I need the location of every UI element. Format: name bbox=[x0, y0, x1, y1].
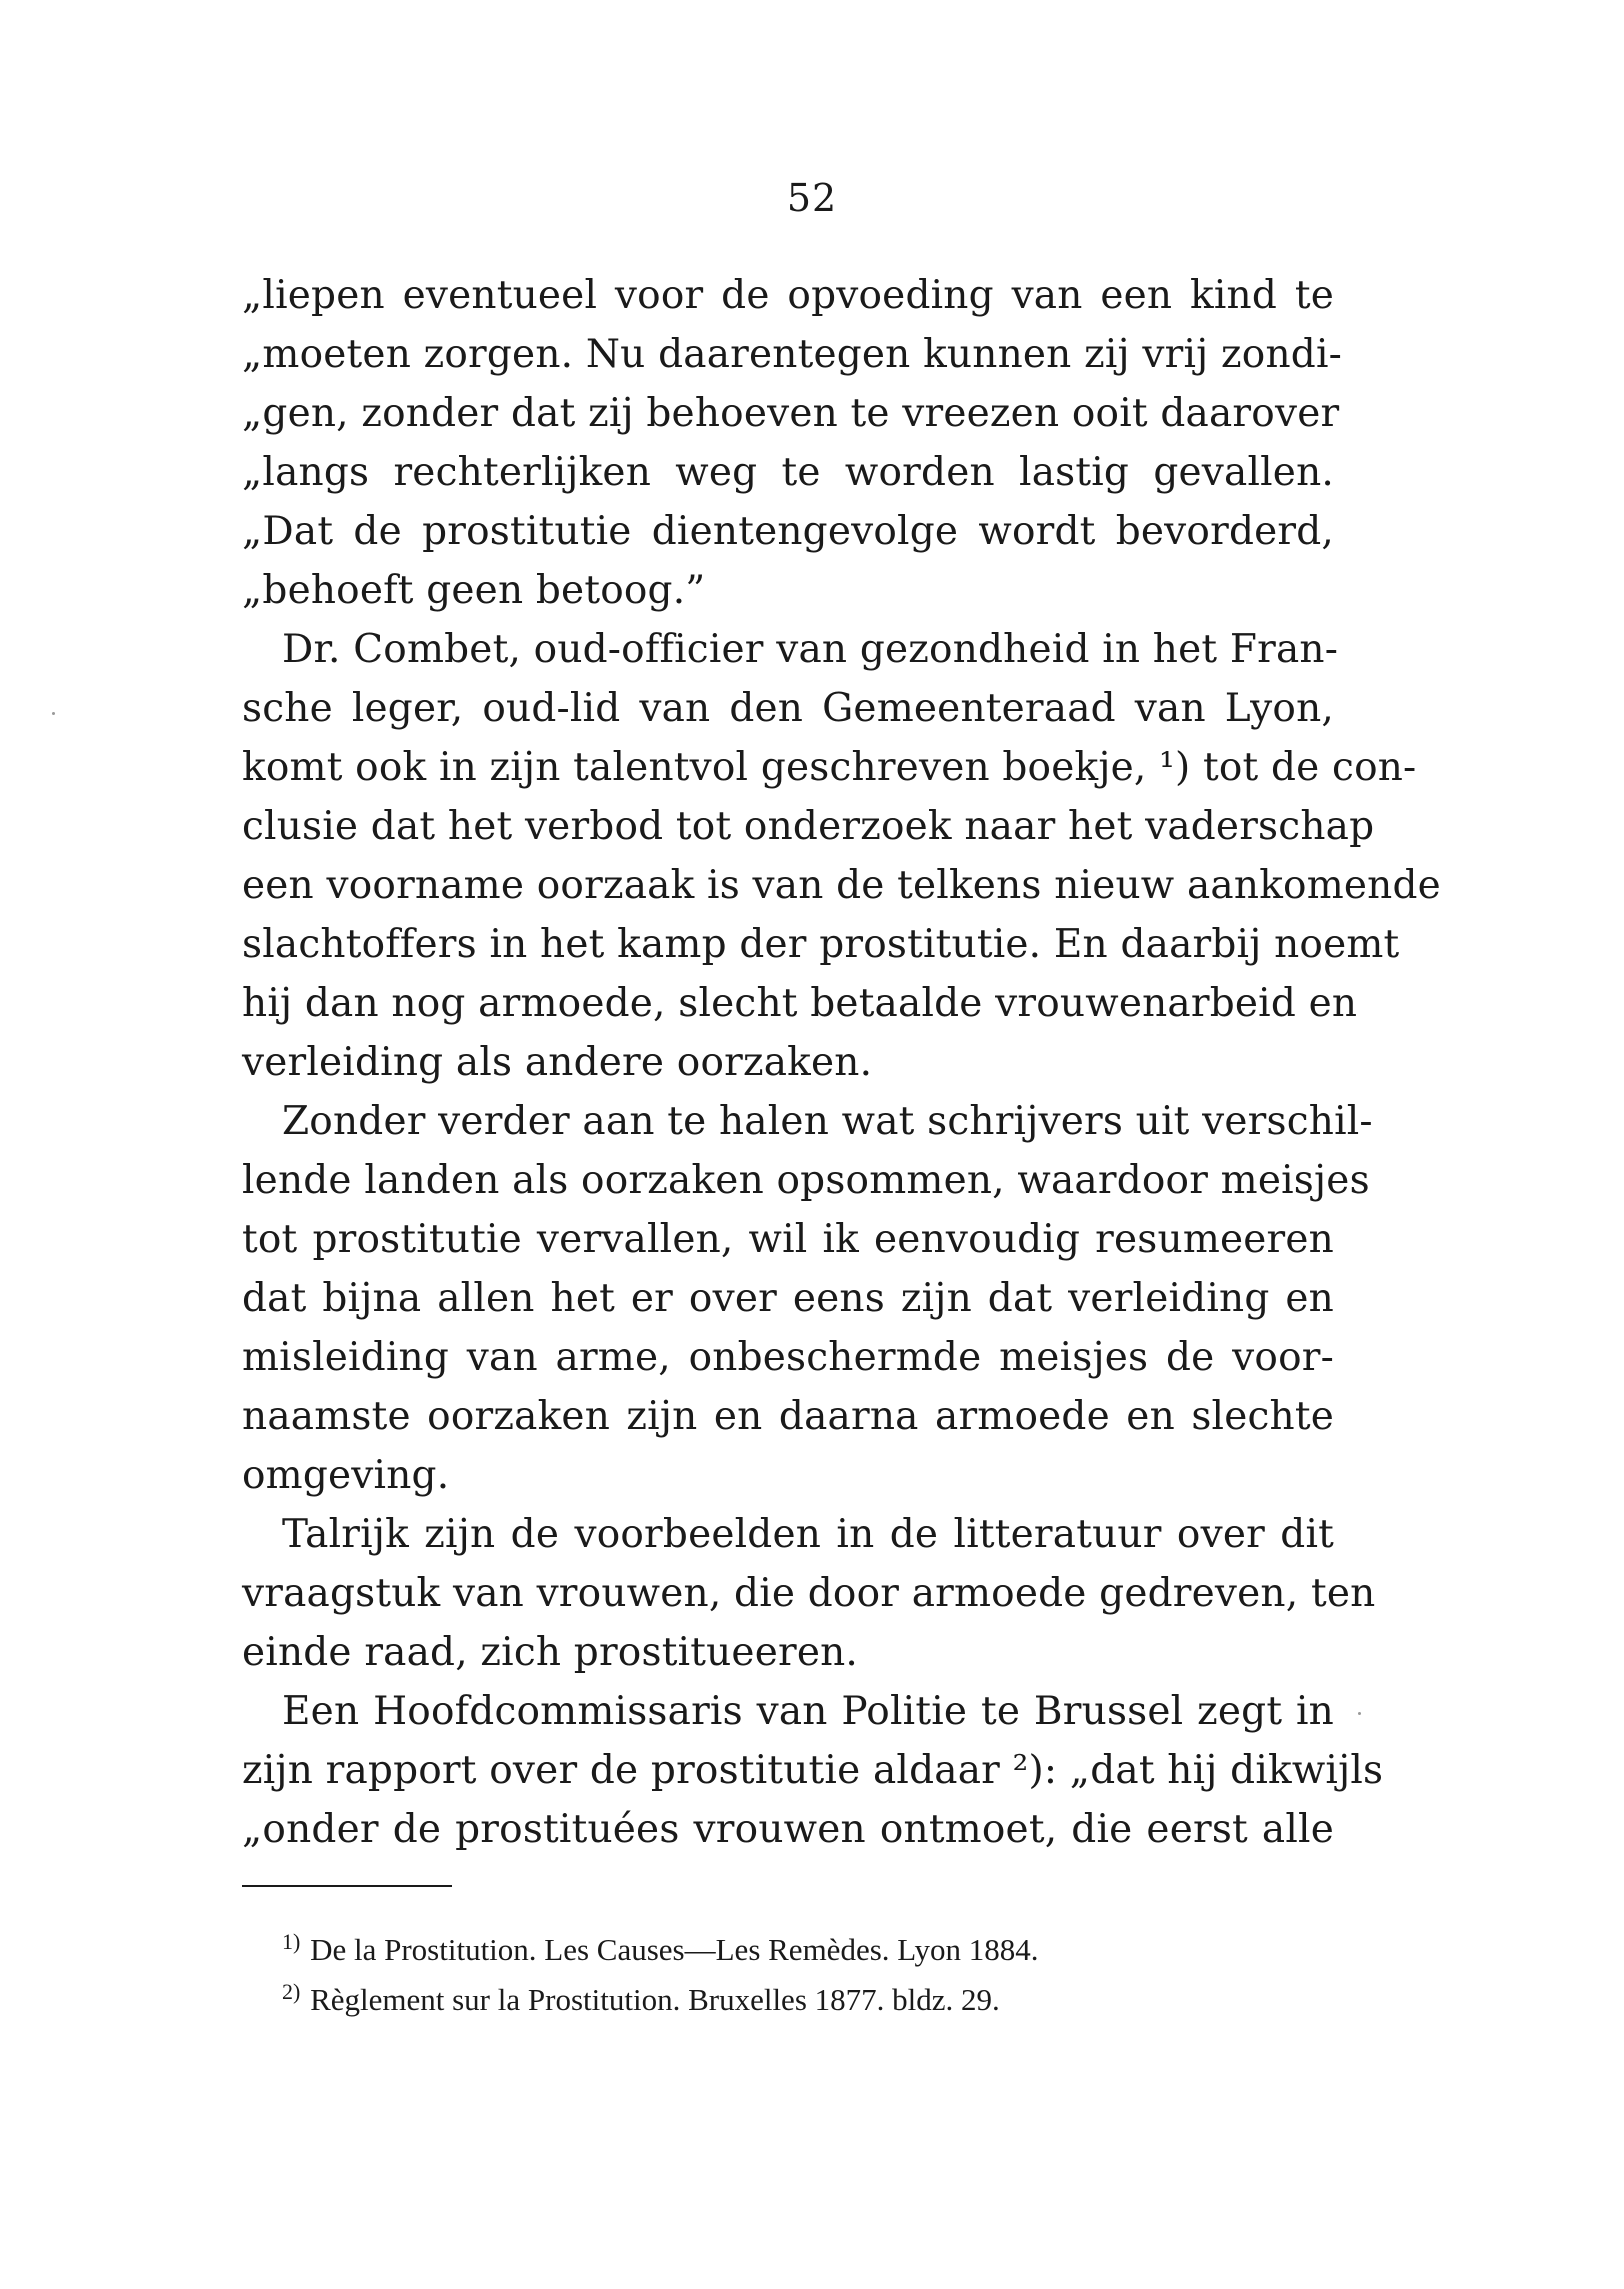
text-line: „moeten zorgen. Nu daarentegen kunnen zij vrij zondi- bbox=[242, 332, 1342, 377]
text-line: „onder de prostituées vrouwen ontmoet, die eerst alle bbox=[242, 1807, 1334, 1852]
text-line: einde raad, zich prostitueeren. bbox=[242, 1630, 859, 1675]
text-line: vraagstuk van vrouwen, die door armoede gedreven, ten bbox=[242, 1571, 1376, 1616]
text-line: Zonder verder aan te halen wat schrijvers uit verschil- bbox=[282, 1099, 1373, 1144]
text-line: clusie dat het verbod tot onderzoek naar het vaderschap bbox=[242, 804, 1375, 849]
text-line: naamste oorzaken zijn en daarna armoede en slechte bbox=[242, 1394, 1334, 1439]
body-text bbox=[242, 266, 1441, 1859]
text-line: slachtoffers in het kamp der prostitutie. En daarbij noemt bbox=[242, 922, 1400, 967]
text-line: „Dat de prostitutie dientengevolge wordt bevorderd, bbox=[242, 509, 1334, 554]
scan-speck bbox=[1358, 1712, 1361, 1715]
text-line: sche leger, oud-lid van den Gemeenteraad van Lyon, bbox=[242, 686, 1334, 731]
text-line: hij dan nog armoede, slecht betaalde vrouwenarbeid en bbox=[242, 981, 1358, 1026]
text-line: Talrijk zijn de voorbeelden in de litteratuur over dit bbox=[282, 1512, 1334, 1557]
text-line: dat bijna allen het er over eens zijn dat verleiding en bbox=[242, 1276, 1334, 1321]
text-line: misleiding van arme, onbeschermde meisjes de voor- bbox=[242, 1335, 1334, 1380]
text-line: Een Hoofdcommissaris van Politie te Brussel zegt in bbox=[282, 1689, 1334, 1734]
footnote-text: De la Prostitution. Les Causes—Les Remèdes. Lyon 1884. bbox=[310, 1932, 1039, 1967]
text-line: „langs rechterlijken weg te worden lastig gevallen. bbox=[242, 450, 1334, 495]
page-number: 52 bbox=[786, 176, 838, 220]
text-line: „liepen eventueel voor de opvoeding van een kind te bbox=[242, 273, 1334, 318]
footnote-text: Règlement sur la Prostitution. Bruxelles 1877. bldz. 29. bbox=[310, 1982, 1000, 2017]
footnote-divider bbox=[242, 1885, 452, 1887]
scan-speck bbox=[52, 712, 55, 715]
footnote-1: 1) De la Prostitution. Les Causes—Les Remèdes. Lyon 1884. bbox=[282, 1928, 1039, 1967]
text-line: komt ook in zijn talentvol geschreven boekje, ¹) tot de con- bbox=[242, 745, 1417, 790]
text-line: zijn rapport over de prostitutie aldaar ²): „dat hij dikwijls bbox=[242, 1748, 1384, 1793]
footnote-2: 2) Règlement sur la Prostitution. Bruxelles 1877. bldz. 29. bbox=[282, 1978, 1000, 2017]
text-line: tot prostitutie vervallen, wil ik eenvoudig resumeeren bbox=[242, 1217, 1334, 1262]
text-line: een voorname oorzaak is van de telkens nieuw aankomende bbox=[242, 863, 1441, 908]
footnotes bbox=[282, 1925, 1334, 2025]
text-line: verleiding als andere oorzaken. bbox=[242, 1040, 873, 1085]
text-line: „gen, zonder dat zij behoeven te vreezen ooit daarover bbox=[242, 391, 1340, 436]
text-line: Dr. Combet, oud-officier van gezondheid in het Fran- bbox=[282, 627, 1339, 672]
text-line: omgeving. bbox=[242, 1453, 450, 1498]
text-line: lende landen als oorzaken opsommen, waardoor meisjes bbox=[242, 1158, 1370, 1203]
text-line: „behoeft geen betoog.” bbox=[242, 568, 706, 613]
